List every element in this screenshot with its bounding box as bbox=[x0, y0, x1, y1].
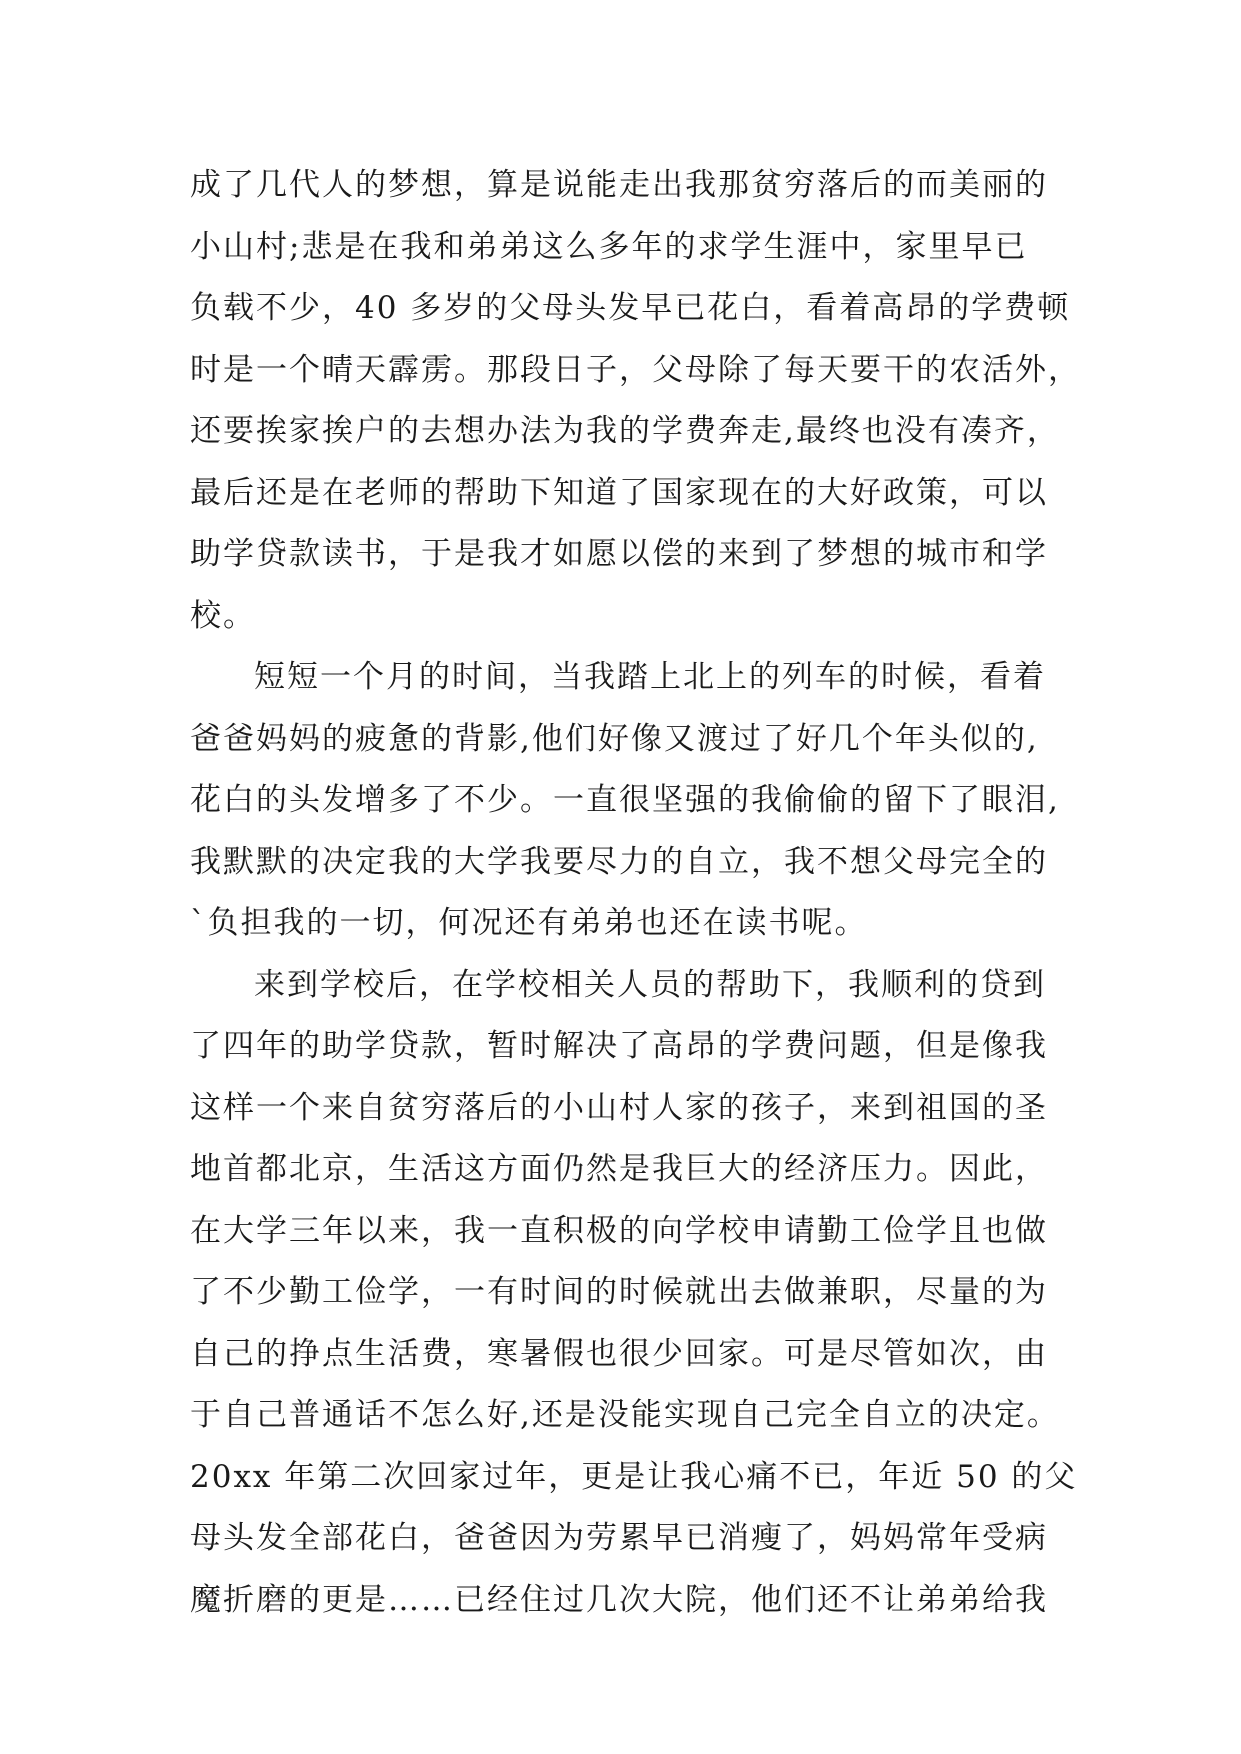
text-line: `负担我的一切，何况还有弟弟也还在读书呢。 bbox=[190, 905, 868, 941]
text-line: 我默默的决定我的大学我要尽力的自立，我不想父母完全的 bbox=[190, 843, 1048, 880]
text-line-indented: 短短一个月的时间，当我踏上北上的列车的时候，看着 bbox=[254, 659, 1046, 695]
text-line: 校。 bbox=[190, 597, 256, 634]
text-line: 母头发全部花白，爸爸因为劳累早已消瘦了，妈妈常年受病 bbox=[190, 1520, 1048, 1556]
text-line: 成了几代人的梦想，算是说能走出我那贫穷落后的而美丽的 bbox=[190, 167, 1048, 203]
document-body bbox=[190, 155, 1081, 1631]
text-line: 负载不少，40 多岁的父母头发早已花白，看着高昂的学费顿 bbox=[190, 290, 1071, 326]
text-line: 时是一个晴天霹雳。那段日子，父母除了每天要干的农活外， bbox=[190, 351, 1081, 388]
text-line: 花白的头发增多了不少。一直很坚强的我偷偷的留下了眼泪, bbox=[190, 782, 1060, 818]
text-line: 在大学三年以来，我一直积极的向学校申请勤工俭学且也做 bbox=[190, 1212, 1048, 1249]
text-line: 地首都北京，生活这方面仍然是我巨大的经济压力。因此， bbox=[190, 1151, 1048, 1187]
paragraph-3 bbox=[190, 955, 1078, 1632]
paragraph-2 bbox=[190, 647, 1060, 955]
text-line: 爸爸妈妈的疲惫的背影,他们好像又渡过了好几个年头似的, bbox=[190, 720, 1039, 757]
paragraph-1 bbox=[190, 155, 1081, 647]
text-line: 助学贷款读书，于是我才如愿以偿的来到了梦想的城市和学 bbox=[190, 536, 1048, 572]
text-line-indented: 来到学校后，在学校相关人员的帮助下，我顺利的贷到 bbox=[254, 966, 1046, 1003]
text-line: 这样一个来自贫穷落后的小山村人家的孩子，来到祖国的圣 bbox=[190, 1089, 1048, 1126]
text-line: 自己的挣点生活费，寒暑假也很少回家。可是尽管如次，由 bbox=[190, 1335, 1048, 1372]
text-line: 小山村;悲是在我和弟弟这么多年的求学生涯中，家里早已 bbox=[190, 228, 1028, 265]
text-line: 魔折磨的更是……已经住过几次大院，他们还不让弟弟给我 bbox=[190, 1581, 1048, 1618]
text-line: 还要挨家挨户的去想办法为我的学费奔走,最终也没有凑齐， bbox=[190, 413, 1060, 449]
text-line: 最后还是在老师的帮助下知道了国家现在的大好政策，可以 bbox=[190, 474, 1048, 511]
text-line: 20xx 年第二次回家过年，更是让我心痛不已，年近 50 的父 bbox=[190, 1458, 1078, 1495]
text-line: 了四年的助学贷款，暂时解决了高昂的学费问题，但是像我 bbox=[190, 1028, 1048, 1064]
text-line: 了不少勤工俭学，一有时间的时候就出去做兼职，尽量的为 bbox=[190, 1274, 1048, 1310]
text-line: 于自己普通话不怎么好,还是没能实现自己完全自立的决定。 bbox=[190, 1397, 1060, 1433]
